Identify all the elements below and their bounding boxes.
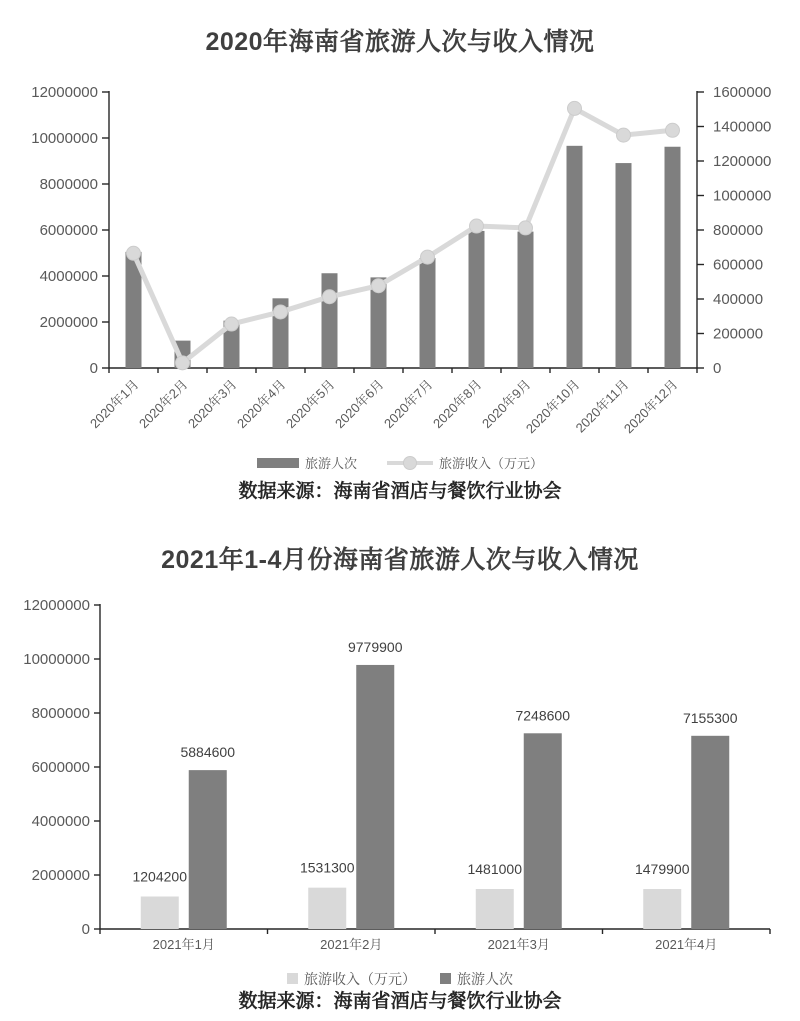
y-axis-tick-label: 8000000 — [39, 176, 98, 193]
y-axis-tick-label: 12000000 — [23, 597, 90, 614]
bar-旅游收入（万元）-2021年2月 — [308, 888, 346, 929]
line-marker-2020年8月 — [470, 219, 484, 233]
line-marker-2020年2月 — [176, 356, 190, 370]
x-axis-label: 2020年5月 — [283, 376, 338, 432]
line-marker-2020年6月 — [372, 279, 386, 293]
chart-2021-source: 数据来源：海南省酒店与餐饮行业协会 — [238, 991, 562, 1012]
x-axis-label: 2020年11月 — [572, 376, 632, 436]
line-marker-2020年3月 — [225, 317, 239, 331]
y-axis-right-tick-label: 800000 — [713, 222, 764, 239]
bar-旅游收入（万元）-2021年3月 — [476, 889, 514, 929]
y-axis-right-tick-label: 1200000 — [713, 153, 772, 170]
y-axis-tick-label: 4000000 — [39, 268, 98, 285]
legend-label: 旅游人次 — [457, 971, 513, 987]
data-label: 1204200 — [132, 868, 188, 885]
x-axis-label: 2021年1月 — [152, 937, 215, 952]
bar-旅游人次-2021年2月 — [356, 665, 394, 929]
x-axis-label: 2020年12月 — [620, 376, 681, 437]
x-axis-label: 2020年10月 — [522, 376, 583, 437]
y-axis-right-tick-label: 1600000 — [713, 84, 772, 101]
y-axis-tick-label: 0 — [81, 921, 90, 938]
x-axis-label: 2021年4月 — [655, 937, 718, 952]
x-axis-label: 2020年1月 — [87, 376, 142, 432]
chart-2021-plot — [0, 575, 800, 987]
chart-2020-plot — [0, 57, 800, 477]
bar-旅游人次-2020年11月 — [616, 163, 632, 368]
chart-2020-section — [0, 0, 800, 505]
line-marker-2020年10月 — [568, 101, 582, 115]
y-axis-tick-label: 2000000 — [39, 314, 98, 331]
line-marker-2020年11月 — [617, 128, 631, 142]
data-label: 5884600 — [180, 744, 236, 761]
chart-2021-title: 2021年1-4月份海南省旅游人次与收入情况 — [161, 546, 639, 574]
legend-square-swatch — [287, 973, 298, 984]
x-axis-label: 2020年8月 — [430, 376, 485, 432]
legend-marker-swatch — [404, 457, 417, 470]
y-axis-tick-label: 6000000 — [39, 222, 98, 239]
bar-旅游人次-2020年10月 — [567, 146, 583, 368]
data-label: 7248600 — [515, 707, 571, 724]
x-axis-label: 2020年9月 — [479, 376, 534, 432]
data-label: 1531300 — [299, 859, 355, 876]
bar-旅游人次-2020年5月 — [322, 273, 338, 368]
line-marker-2020年7月 — [421, 250, 435, 264]
line-marker-2020年4月 — [274, 305, 288, 319]
y-axis-tick-label: 8000000 — [31, 705, 90, 722]
bar-旅游收入（万元）-2021年4月 — [643, 889, 681, 929]
y-axis-right-tick-label: 1000000 — [713, 187, 772, 205]
legend-label: 旅游人次 — [305, 456, 358, 471]
y-axis-tick-label: 6000000 — [31, 759, 90, 776]
legend-square-swatch — [440, 973, 451, 984]
data-label: 1479900 — [634, 861, 690, 878]
x-axis-label: 2020年6月 — [332, 376, 387, 432]
y-axis-right-tick-label: 0 — [713, 360, 722, 377]
data-label: 1481000 — [467, 861, 523, 878]
chart-canvas — [0, 575, 800, 987]
line-旅游收入（万元） — [134, 108, 673, 362]
y-axis-tick-label: 10000000 — [23, 651, 90, 668]
x-axis-label: 2021年2月 — [320, 937, 383, 952]
line-marker-2020年9月 — [519, 221, 533, 235]
bar-旅游人次-2020年7月 — [420, 258, 436, 368]
chart-2020-title: 2020年海南省旅游人次与收入情况 — [205, 28, 595, 56]
y-axis-right-tick-label: 400000 — [713, 291, 764, 308]
data-label: 7155300 — [682, 709, 738, 726]
bar-旅游人次-2021年4月 — [691, 736, 729, 929]
bar-旅游人次-2021年3月 — [524, 733, 562, 929]
bar-旅游人次-2020年12月 — [665, 147, 681, 368]
line-marker-2020年12月 — [666, 123, 680, 137]
y-axis-tick-label: 2000000 — [31, 867, 90, 884]
bar-旅游人次-2021年1月 — [189, 770, 227, 929]
chart-2021-section — [0, 505, 800, 1015]
bar-旅游人次-2020年9月 — [518, 232, 534, 368]
x-axis-label: 2021年3月 — [487, 937, 550, 952]
y-axis-right-tick-label: 600000 — [713, 256, 764, 274]
chart-canvas — [0, 57, 800, 477]
y-axis-tick-label: 12000000 — [31, 84, 98, 101]
bar-旅游收入（万元）-2021年1月 — [141, 896, 179, 929]
y-axis-right-tick-label: 1400000 — [713, 118, 772, 136]
legend-bar-swatch — [257, 458, 299, 468]
x-axis-label: 2020年7月 — [381, 376, 436, 432]
x-axis-label: 2020年4月 — [234, 376, 289, 432]
y-axis-tick-label: 4000000 — [31, 813, 90, 830]
y-axis-tick-label: 10000000 — [31, 130, 98, 147]
x-axis-label: 2020年3月 — [185, 376, 240, 432]
line-marker-2020年5月 — [323, 290, 337, 304]
y-axis-tick-label: 0 — [89, 360, 98, 377]
bar-旅游人次-2020年8月 — [469, 231, 485, 368]
x-axis-label: 2020年2月 — [136, 376, 191, 432]
y-axis-right-tick-label: 200000 — [713, 325, 764, 343]
data-label: 9779900 — [347, 638, 403, 655]
legend-label: 旅游收入（万元） — [304, 971, 416, 987]
legend-label: 旅游收入（万元） — [439, 456, 544, 471]
chart-2020-source: 数据来源：海南省酒店与餐饮行业协会 — [238, 481, 562, 502]
line-marker-2020年1月 — [127, 246, 141, 260]
